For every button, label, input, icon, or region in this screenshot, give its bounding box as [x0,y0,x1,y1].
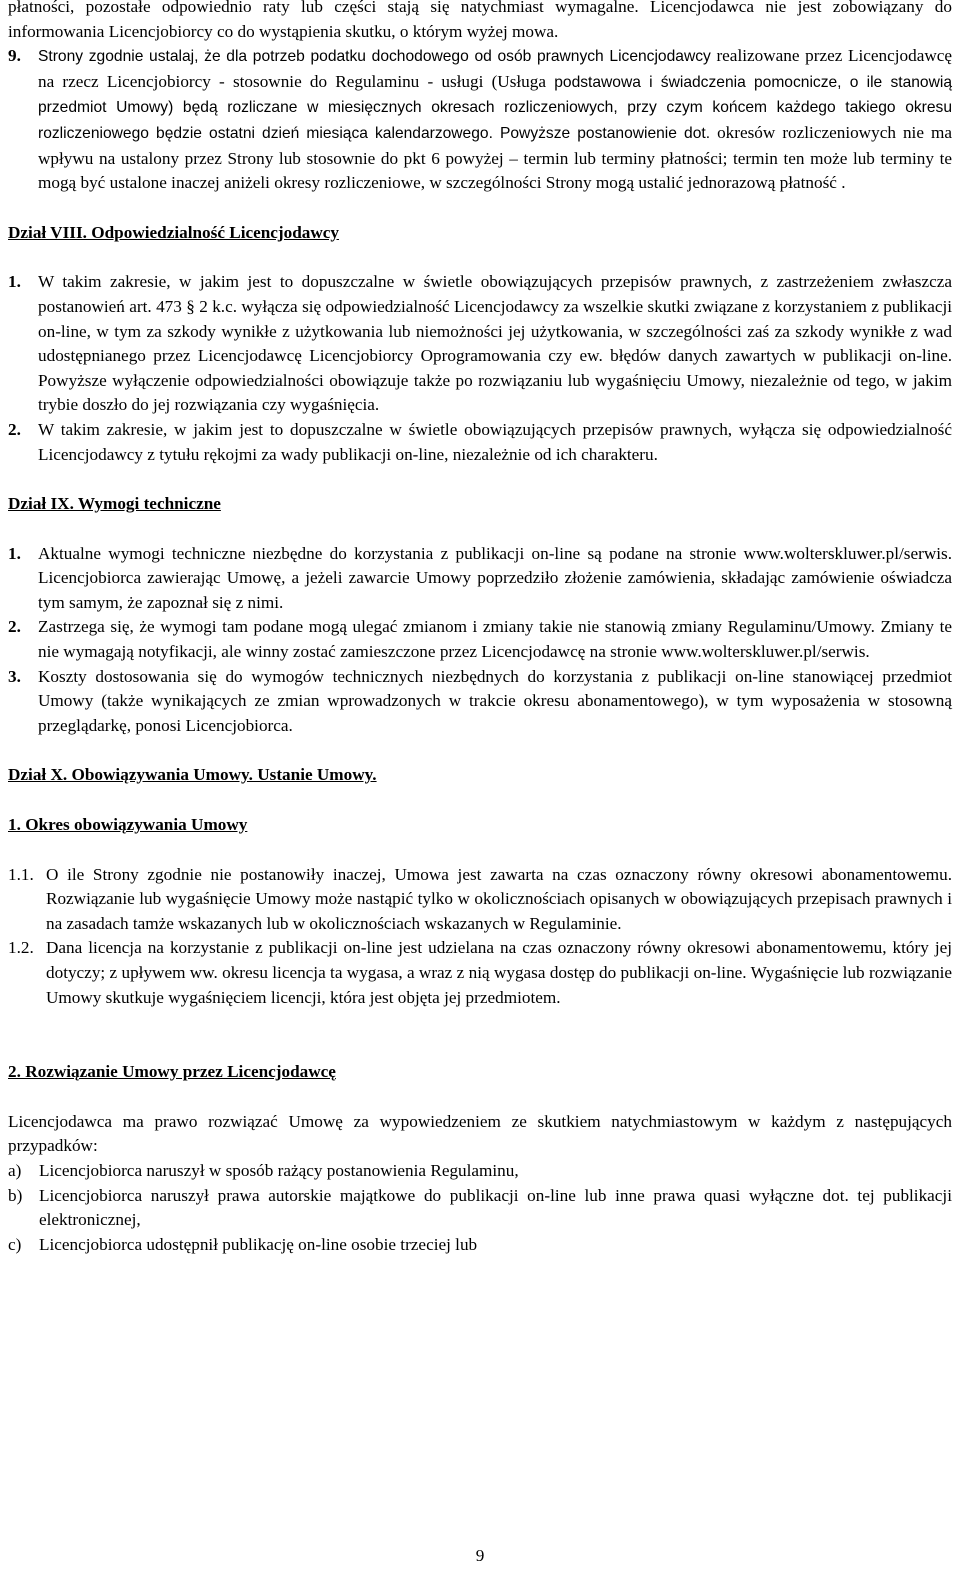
dzial-10-item-1-2 [8,936,952,1010]
point-9-number: 9. [8,46,21,66]
dzial-10-item-1-1-number: 1.1. [8,864,34,884]
point-9-text-part-1: Strony zgodnie ustalaj, że dla potrzeb podatku dochodowego od osób prawnych Licencjodawcy [38,48,711,66]
case-b [8,1184,952,1233]
section-heading-dzial-10: Dział X. Obowiązywania Umowy. Ustanie Umowy. [8,765,377,785]
dzial-10-item-1-2-text: Dana licencja na korzystanie z publikacji on-line jest udzielana na czas oznaczony równy okresowi abonamentowemu, który jej dotyczy; z upływem ww. okresu licencja ta wygasa, a wraz z nią wygasa dostęp do publikacji on-line. Wygaśnięcie lub rozwiązanie Umowy skutkuje wygaśnięciem licencji, która jest objęta jej przedmiotem. [46,938,952,1007]
dzial-9-item-3 [8,665,952,739]
case-a-text: Licencjobiorca naruszył w sposób rażący postanowienia Regulaminu, [39,1160,519,1180]
document-page [8,0,952,1257]
dzial-8-item-2-text: W takim zakresie, w jakim jest to dopuszczalne w świetle obowiązujących przepisów prawnych, wyłącza się odpowiedzialność Licencjodawcy z tytułu rękojmi za wady publikacji on-line, niezależnie od ich charakteru. [38,419,952,464]
dzial-10-item-1-1 [8,863,952,937]
rozwiazanie-intro: Licencjodawca ma prawo rozwiązać Umowę za wypowiedzeniem ze skutkiem natychmiastowym w każdym z następujących przypadków: [8,1111,952,1156]
dzial-10-item-1-1-text: O ile Strony zgodnie nie postanowiły inaczej, Umowa jest zawarta na czas oznaczony równy okresowi abonamentowemu. Rozwiązanie lub wygaśnięcie Umowy może nastąpić tylko w okolicznościach opisanych w obowiązujących przepisach prawnych i na zasadach tamże wskazanych lub w okolicznościach wskazanych w Regulaminie. [46,864,952,933]
point-9 [8,44,952,196]
dzial-8-item-2 [8,418,952,467]
dzial-9-item-1-text: Aktualne wymogi techniczne niezbędne do korzystania z publikacji on-line są podane na stronie www.wolterskluwer.pl/serwis. Licencjobiorca zawierając Umowę, a jeżeli zawarcie Umowy poprzedziło złożenie zamówienia, składając zamówienie oświadcza tym samym, że zapoznał się z nimi. [38,543,952,612]
intro-paragraph: płatności, pozostałe odpowiednio raty lub części stają się natychmiast wymagalne. Licencjodawca nie jest zobowiązany do informowania Licencjobiorcy co do wystąpienia skutku, o którym wyżej mowa. [8,0,952,41]
dzial-8-item-1-text: W takim zakresie, w jakim jest to dopuszczalne w świetle obowiązujących przepisów prawnych, z zastrzeżeniem zwłaszcza postanowień art. 473 § 2 k.c. wyłącza się odpowiedzialność Licencjodawcy za wszelkie skutki związane z korzystaniem z publikacji on-line, w tym za szkody wynikłe z użytkowania lub niemożności jej użytkowania, w szczególności zaś za szkody wynikłe z wad udostępnianego przez Licencjodawcę Licencjobiorcy Oprogramowania czy ew. błędów danych zawartych w publikacji on-line. Powyższe wyłączenie odpowiedzialności obowiązuje także po rozwiązaniu lub wygaśnięciu Umowy, niezależnie od tego, w jakim trybie doszło do jej rozwiązania czy wygaśnięcia. [38,272,952,415]
point-9-text-part-4: okresów rozliczeniowych nie ma wpływu na ustalony przez Strony lub stosownie do pkt 6 powyżej – termin lub terminy płatności; termin ten może lub terminy te mogą być ustalone inaczej aniżeli okresy rozliczeniowe, w szczególności Strony mogą ustalić jednorazową płatność . [38,122,952,193]
dzial-9-item-2-number: 2. [8,617,21,637]
dzial-9-item-3-number: 3. [8,666,21,686]
case-a [8,1159,952,1184]
dzial-8-item-1-number: 1. [8,272,21,292]
dzial-9-item-1-number: 1. [8,543,21,563]
dzial-9-item-3-text: Koszty dostosowania się do wymogów technicznych niezbędnych do korzystania z publikacji on-line stanowiącej przedmiot Umowy (także wynikających ze zmian wprowadzonych w trakcie okresu abonamentowego), w tym wyposażenia w stosowną przeglądarkę, ponosi Licencjobiorca. [38,666,952,735]
point-9-text-part-3: podstawowa i świadczenia pomocnicze, o ile stanowią przedmiot Umowy) będą rozliczane w miesięcznych okresach rozliczeniowych, przy czym końcem każdego takiego okresu rozliczeniowego będzie ostatni dzień miesiąca kalendarzowego. Powyższe postanowienie dot. [38,73,952,142]
case-c-text: Licencjobiorca udostępnił publikację on-line osobie trzeciej lub [39,1234,478,1254]
case-a-letter: a) [8,1160,22,1180]
subsection-heading-okres: 1. Okres obowiązywania Umowy [8,815,248,835]
dzial-9-item-2-text: Zastrzega się, że wymogi tam podane mogą ulegać zmianom i zmiany takie nie stanowią zmiany Regulaminu/Umowy. Zmiany te nie wymagają notyfikacji, ale winny zostać zamieszczone przez Licencjodawcę na stronie www.wolterskluwer.pl/serwis. [38,617,952,662]
section-heading-dzial-9: Dział IX. Wymogi techniczne [8,494,221,514]
page-number: 9 [475,1546,485,1565]
point-9-text-part-2: realizowane przez Licencjodawcę na rzecz Licencjobiorcy - stosownie do Regulaminu - usługi (Usługa [38,46,952,91]
subsection-heading-rozwiazanie: 2. Rozwiązanie Umowy przez Licencjodawcę [8,1062,336,1082]
dzial-8-item-1 [8,270,952,418]
point-9-text [38,44,952,196]
case-b-letter: b) [8,1185,23,1205]
case-c-letter: c) [8,1234,22,1254]
case-c [8,1233,952,1258]
dzial-9-item-1 [8,542,952,616]
dzial-10-item-1-2-number: 1.2. [8,938,34,958]
case-b-text: Licencjobiorca naruszył prawa autorskie majątkowe do publikacji on-line lub inne prawa quasi wyłączne dot. tej publikacji elektronicznej, [39,1185,952,1230]
dzial-9-item-2 [8,615,952,664]
dzial-8-item-2-number: 2. [8,419,21,439]
section-heading-dzial-8: Dział VIII. Odpowiedzialność Licencjodawcy [8,222,340,242]
